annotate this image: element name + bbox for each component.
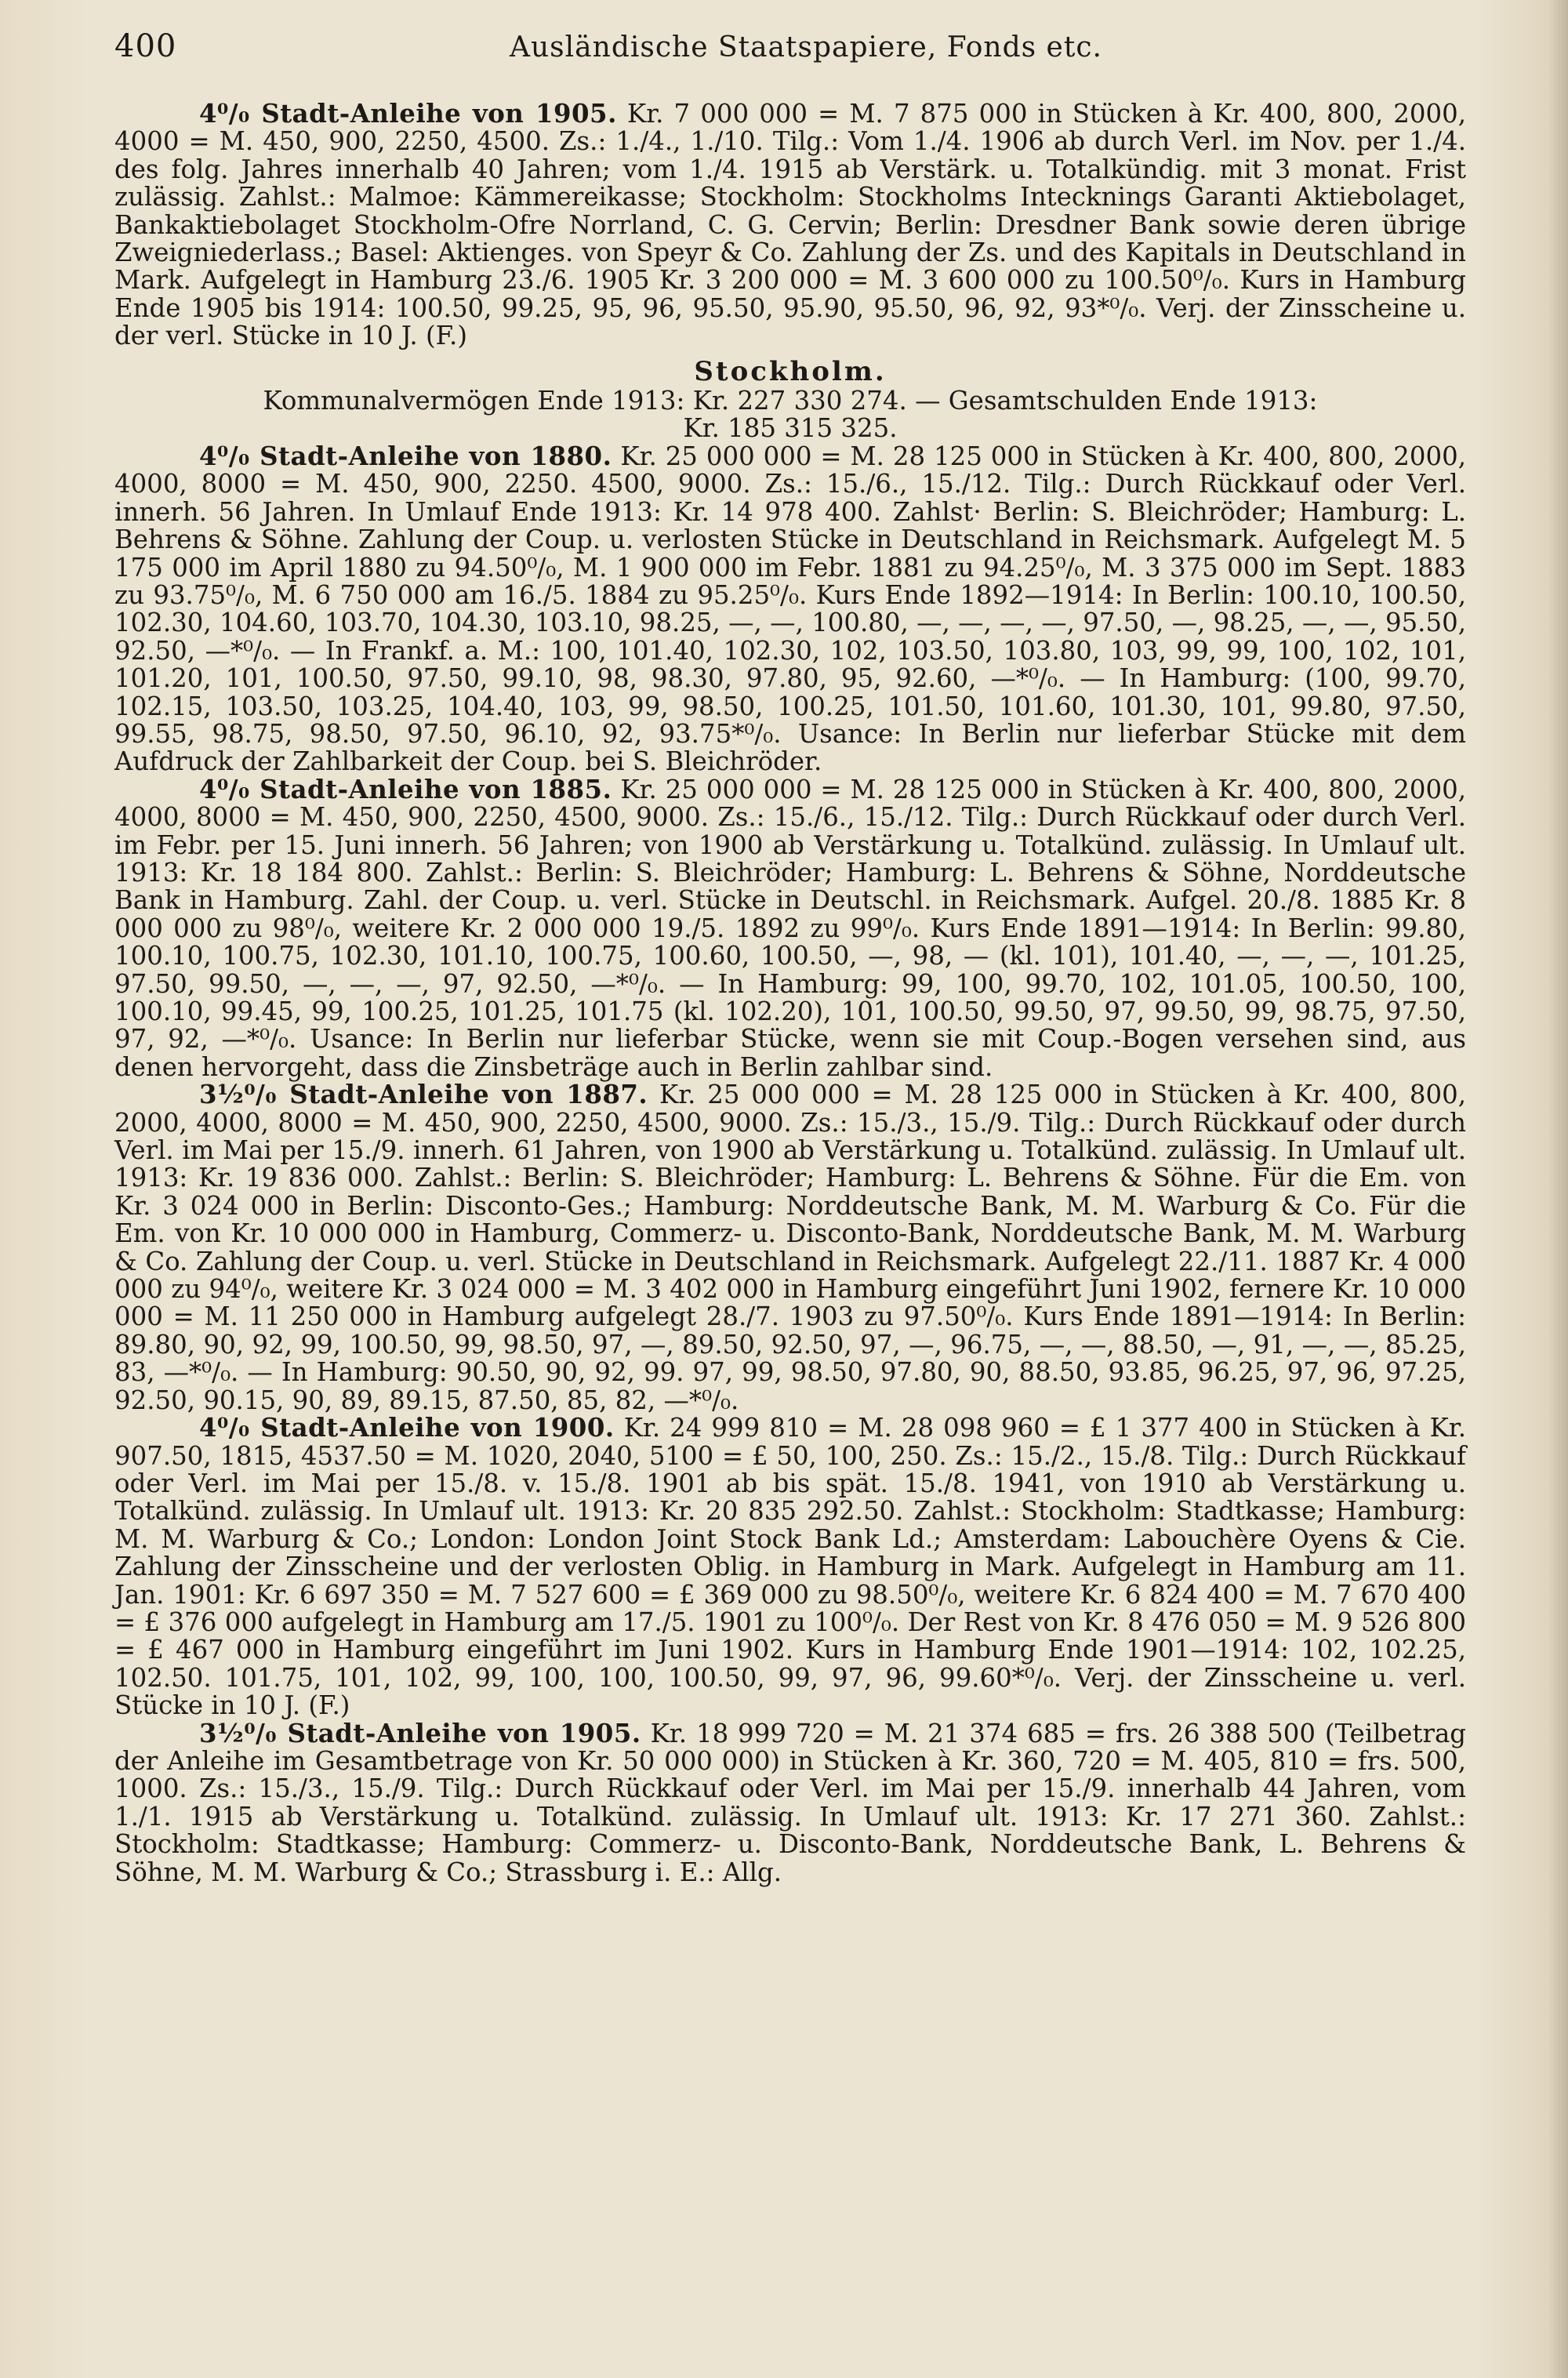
entry-text: Kr. 18 999 720 = M. 21 374 685 = frs. 26 388 500 (Teilbetrag der Anleihe im Gesamtbetrage von Kr. 50 000 000) in Stücken à Kr. 360, 720 = M. 405, 810 = frs. 500, 1000. Zs.: 15./3., 15./9. Tilg.: Durch Rückkauf oder Verl. im Mai per 15./9. innerhalb 44 Jahren, vom 1./1. 1915 ab Verstärkung u. Totalkünd. zulässig. In Umlauf ult. 1913: Kr. 17 271 360. Zahlst.: Stockholm: Stadtkasse; Hamburg: Commerz- u. Disconto-Bank, Norddeutsche Bank, L. Behrens & Söhne, M. M. Warburg & Co.; Strassburg i. E.: Allg. bbox=[114, 1718, 1466, 1887]
section-heading: Stockholm. bbox=[694, 355, 887, 387]
section-note-line: Kommunalvermögen Ende 1913: Kr. 227 330 274. — Gesamtschulden Ende 1913: bbox=[263, 386, 1318, 416]
entry-text: Kr. 25 000 000 = M. 28 125 000 in Stücken à Kr. 400, 800, 2000, 4000, 8000 = M. 450, 900, 2250, 4500, 9000. Zs.: 15./6., 15./12. Tilg.: Durch Rückkauf oder durch Verl. im Febr. per 15. Juni innerh. 56 Jahren; von 1900 ab Verstärkung u. Totalkünd. zulässig. In Umlauf ult. 1913: Kr. 18 184 800. Zahlst.: Berlin: S. Bleichröder; Hamburg: L. Behrens & Söhne, Norddeutsche Bank in Hamburg. Zahl. der Coup. u. verl. Stücke in Deutschl. in Reichsmark. Aufgel. 20./8. 1885 Kr. 8 000 000 zu 98⁰/₀, weitere Kr. 2 000 000 19./5. 1892 zu 99⁰/₀. Kurs Ende 1891—1914: In Berlin: 99.80, 100.10, 100.75, 102.30, 101.10, 100.75, 100.60, 100.50, —, 98, — (kl. 101), 101.40, —, —, —, 101.25, 97.50, 99.50, —, —, —, 97, 92.50, —*⁰/₀. — In Hamburg: 99, 100, 99.70, 102, 101.05, 100.50, 100, 100.10, 99.45, 99, 100.25, 101.25, 101.75 (kl. 102.20), 101, 100.50, 99.50, 97, 99.50, 99, 98.75, 97.50, 97, 92, —*⁰/₀. Usance: In Berlin nur lieferbar Stücke, wenn sie mit Coup.-Bogen versehen sind, aus denen hervorgeht, dass die Zinsbeträge auch in Berlin zahlbar sind. bbox=[114, 774, 1467, 1082]
entry-text: Kr. 7 000 000 = M. 7 875 000 in Stücken à Kr. 400, 800, 2000, 4000 = M. 450, 900, 2250, 4500. Zs.: 1./4., 1./10. Tilg.: Vom 1./4. 1906 ab durch Verl. im Nov. per 1./4. des folg. Jahres innerhalb 40 Jahren; vom 1./4. 1915 ab Verstärk. u. Totalkündig. mit 3 monat. Frist zulässig. Zahlst.: Malmoe: Kämmereikasse; Stockholm: Stockholms Intecknings Garanti Aktiebolaget, Bankaktiebolaget Stockholm-Ofre Norrland, C. G. Cervin; Berlin: Dresdner Bank sowie deren übrige Zweigniederlass.; Basel: Aktienges. von Speyr & Co. Zahlung der Zs. und des Kapitals in Deutschland in Mark. Aufgelegt in Hamburg 23./6. 1905 Kr. 3 200 000 = M. 3 600 000 zu 100.50⁰/₀. Kurs in Hamburg Ende 1905 bis 1914: 100.50, 99.25, 95, 96, 95.50, 95.90, 95.50, 96, 92, 93*⁰/₀. Verj. der Zinsscheine u. der verl. Stücke in 10 J. (F.) bbox=[114, 99, 1467, 351]
entry-text: Kr. 24 999 810 = M. 28 098 960 = £ 1 377 400 in Stücken à Kr. 907.50, 1815, 4537.50 = M. 1020, 2040, 5100 = £ 50, 100, 250. Zs.: 15./2., 15./8. Tilg.: Durch Rückkauf oder Verl. im Mai per 15./8. v. 15./8. 1901 ab bis spät. 15./8. 1941, von 1910 ab Verstärkung u. Totalkünd. zulässig. In Umlauf ult. 1913: Kr. 20 835 292.50. Zahlst.: Stockholm: Stadtkasse; Hamburg: M. M. Warburg & Co.; London: London Joint Stock Bank Ld.; Amsterdam: Labouchère Oyens & Cie. Zahlung der Zinsscheine und der verlosten Oblig. in Hamburg in Mark. Aufgelegt in Hamburg am 11. Jan. 1901: Kr. 6 697 350 = M. 7 527 600 = £ 369 000 zu 98.50⁰/₀, weitere Kr. 6 824 400 = M. 7 670 400 = £ 376 000 aufgelegt in Hamburg am 17./5. 1901 zu 100⁰/₀. Der Rest von Kr. 8 476 050 = M. 9 526 800 = £ 467 000 in Hamburg eingeführt im Juni 1902. Kurs in Hamburg Ende 1901—1914: 102, 102.25, 102.50. 101.75, 101, 102, 99, 100, 100, 100.50, 99, 97, 96, 99.60*⁰/₀. Verj. der Zinsscheine u. verl. Stücke in 10 J. (F.) bbox=[114, 1413, 1467, 1721]
running-title: Ausländische Staatspapiere, Fonds etc. bbox=[510, 31, 1102, 64]
page-edge-shadow bbox=[1548, 0, 1568, 2378]
entry-title: 3½⁰/₀ Stadt-Anleihe von 1905. bbox=[199, 1718, 641, 1748]
bond-entry-1905-malmoe bbox=[114, 100, 1466, 350]
entry-title: 4⁰/₀ Stadt-Anleihe von 1905. bbox=[199, 99, 617, 129]
page-header bbox=[0, 0, 1568, 86]
entry-text: Kr. 25 000 000 = M. 28 125 000 in Stücken à Kr. 400, 800, 2000, 4000, 8000 = M. 450, 900, 2250. 4500, 9000. Zs.: 15./6., 15./12. Tilg.: Durch Rückkauf oder Verl. innerh. 56 Jahren. In Umlauf Ende 1913: Kr. 14 978 400. Zahlst· Berlin: S. Bleichröder; Hamburg: L. Behrens & Söhne. Zahlung der Coup. u. verlosten Stücke in Deutschland in Reichsmark. Aufgelegt M. 5 175 000 im April 1880 zu 94.50⁰/₀, M. 1 900 000 im Febr. 1881 zu 94.25⁰/₀, M. 3 375 000 im Sept. 1883 zu 93.75⁰/₀, M. 6 750 000 am 16./5. 1884 zu 95.25⁰/₀. Kurs Ende 1892—1914: In Berlin: 100.10, 100.50, 102.30, 104.60, 103.70, 104.30, 103.10, 98.25, —, —, 100.80, —, —, —, —, 97.50, —, 98.25, —, —, 95.50, 92.50, —*⁰/₀. — In Frankf. a. M.: 100, 101.40, 102.30, 102, 103.50, 103.80, 103, 99, 99, 100, 102, 101, 101.20, 101, 100.50, 97.50, 99.10, 98, 98.30, 97.80, 95, 92.60, —*⁰/₀. — In Hamburg: (100, 99.70, 102.15, 103.50, 103.25, 104.40, 103, 99, 98.50, 100.25, 101.50, 101.60, 101.30, 101, 99.80, 97.50, 99.55, 98.75, 98.50, 97.50, 96.10, 92, 93.75*⁰/₀. Usance: In Berlin nur lieferbar Stücke mit dem Aufdruck der Zahlbarkeit der Coup. bei S. Bleichröder. bbox=[114, 441, 1467, 777]
section-note-line: Kr. 185 315 325. bbox=[683, 413, 898, 444]
entry-text: Kr. 25 000 000 = M. 28 125 000 in Stücken à Kr. 400, 800, 2000, 4000, 8000 = M. 450, 900, 2250, 4500, 9000. Zs.: 15./3., 15./9. Tilg.: Durch Rückkauf oder durch Verl. im Mai per 15./9. innerh. 61 Jahren, von 1900 ab Verstärkung u. Totalkünd. zulässig. In Umlauf ult. 1913: Kr. 19 836 000. Zahlst.: Berlin: S. Bleichröder; Hamburg: L. Behrens & Söhne. Für die Em. von Kr. 3 024 000 in Berlin: Disconto-Ges.; Hamburg: Norddeutsche Bank, M. M. Warburg & Co. Für die Em. von Kr. 10 000 000 in Hamburg, Commerz- u. Disconto-Bank, Norddeutsche Bank, M. M. Warburg & Co. Zahlung der Coup. u. verl. Stücke in Deutschland in Reichsmark. Aufgelegt 22./11. 1887 Kr. 4 000 000 zu 94⁰/₀, weitere Kr. 3 024 000 = M. 3 402 000 in Hamburg eingeführt Juni 1902, fernere Kr. 10 000 000 = M. 11 250 000 in Hamburg aufgelegt 28./7. 1903 zu 97.50⁰/₀. Kurs Ende 1891—1914: In Berlin: 89.80, 90, 92, 99, 100.50, 99, 98.50, 97, —, 89.50, 92.50, 97, —, 96.75, —, —, 88.50, —, 91, —, —, 85.25, 83, —*⁰/₀. — In Hamburg: 90.50, 90, 92, 99. 97, 99, 98.50, 97.80, 90, 88.50, 93.85, 96.25, 97, 96, 97.25, 92.50, 90.15, 90, 89, 89.15, 87.50, 85, 82, —*⁰/₀. bbox=[114, 1080, 1466, 1415]
bond-entry-1885 bbox=[114, 776, 1466, 1081]
bond-entry-1880 bbox=[114, 443, 1466, 776]
bond-entry-1905-stockholm bbox=[114, 1720, 1466, 1886]
bond-entry-1900 bbox=[114, 1414, 1466, 1719]
entry-title: 4⁰/₀ Stadt-Anleihe von 1900. bbox=[199, 1413, 615, 1443]
bond-entry-1887 bbox=[114, 1081, 1466, 1414]
entry-title: 3½⁰/₀ Stadt-Anleihe von 1887. bbox=[199, 1080, 648, 1110]
entry-title: 4⁰/₀ Stadt-Anleihe von 1885. bbox=[199, 774, 612, 804]
entry-title: 4⁰/₀ Stadt-Anleihe von 1880. bbox=[199, 441, 612, 471]
section-stockholm bbox=[114, 355, 1466, 444]
page-number: 400 bbox=[114, 28, 177, 64]
page-body bbox=[114, 100, 1466, 1886]
